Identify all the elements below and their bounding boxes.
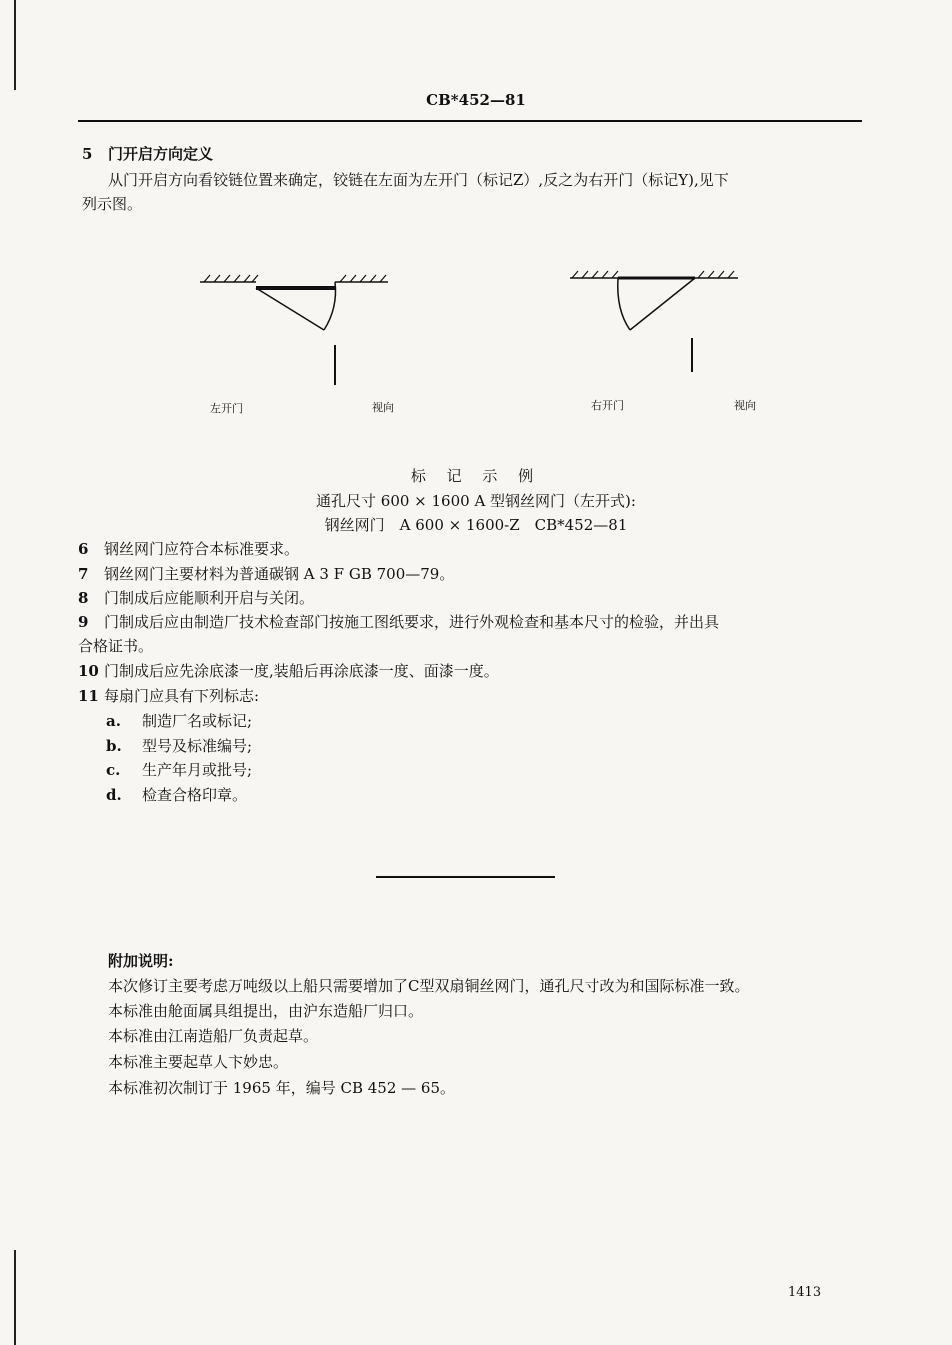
- list-item: [78, 685, 259, 707]
- notes-line: 本次修订主要考虑万吨级以上船只需要增加了C型双扇铜丝网门，通孔尺寸改为和国际标准一致。: [108, 977, 750, 995]
- end-of-text-rule: [376, 876, 555, 878]
- item-number: 6: [78, 540, 89, 558]
- item-number: 7: [78, 565, 89, 583]
- sub-item-letter: d.: [106, 786, 122, 804]
- notes-line: 本标准主要起草人卞妙忠。: [108, 1053, 289, 1071]
- item-number: 9: [78, 613, 89, 631]
- item-text: 每扇门应具有下列标志:: [104, 687, 260, 705]
- section-number: 5: [82, 145, 93, 163]
- scan-edge-mark: [14, 0, 16, 90]
- right-view-direction-label: 视向: [734, 399, 756, 412]
- section-5-paragraph-line-1: 从门开启方向看铰链位置来确定，铰链在左面为左开门（标记Z）,反之为右开门（标记Y),见下: [108, 171, 729, 189]
- notes-title: 附加说明:: [108, 952, 174, 970]
- list-item: [78, 563, 454, 585]
- list-item-continuation: 合格证书。: [78, 637, 154, 655]
- notes-line: 本标准由江南造船厂负责起草。: [108, 1027, 319, 1045]
- page-number: 1413: [788, 1285, 822, 1300]
- notes-line: 本标准初次制订于 1965 年，编号 CB 452 — 65。: [108, 1079, 456, 1097]
- item-text: 钢丝网门应符合本标准要求。: [104, 540, 300, 558]
- door-direction-diagram: [190, 260, 750, 420]
- item-text: 门制成后应能顺利开启与关闭。: [104, 589, 315, 607]
- sub-list-item: [106, 735, 252, 757]
- sub-item-letter: a.: [106, 712, 121, 730]
- document-code-header: CB*452—81: [426, 91, 526, 109]
- marking-example-title: 标 记 示 例: [410, 467, 542, 485]
- scan-edge-mark: [14, 1250, 16, 1345]
- header-rule: [78, 120, 862, 122]
- left-door-drawing: [200, 275, 388, 385]
- sub-item-letter: c.: [106, 761, 121, 779]
- item-number: 10: [78, 662, 99, 680]
- list-item: [78, 660, 499, 682]
- sub-list-item: [106, 710, 252, 732]
- list-item: [78, 587, 314, 609]
- left-door-label: 左开门: [210, 402, 243, 415]
- item-number: 11: [78, 687, 99, 705]
- item-text: 门制成后应先涂底漆一度,装船后再涂底漆一度、面漆一度。: [104, 662, 499, 680]
- section-5-heading: [82, 143, 213, 165]
- list-item: [78, 611, 719, 633]
- section-5-paragraph-line-2: 列示图。: [82, 195, 143, 213]
- marking-example-line-1: 通孔尺寸 600 × 1600 A 型钢丝网门（左开式):: [316, 492, 636, 510]
- right-door-label: 右开门: [591, 399, 624, 412]
- right-door-drawing: [570, 271, 738, 372]
- sub-item-text: 生产年月或批号;: [142, 761, 253, 779]
- sub-list-item: [106, 784, 247, 806]
- sub-item-text: 检查合格印章。: [142, 786, 248, 804]
- sub-item-text: 型号及标准编号;: [142, 737, 253, 755]
- item-text: 钢丝网门主要材料为普通碳钢 A 3 F GB 700—79。: [104, 565, 455, 583]
- sub-item-text: 制造厂名或标记;: [142, 712, 253, 730]
- sub-list-item: [106, 759, 252, 781]
- item-number: 8: [78, 589, 89, 607]
- item-text: 门制成后应由制造厂技术检查部门按施工图纸要求，进行外观检查和基本尺寸的检验，并出具: [104, 613, 720, 631]
- list-item: [78, 538, 299, 560]
- sub-item-letter: b.: [106, 737, 122, 755]
- notes-line: 本标准由舱面属具组提出，由沪东造船厂归口。: [108, 1002, 424, 1020]
- left-view-direction-label: 视向: [372, 401, 394, 414]
- marking-example-line-2: 钢丝网门 A 600 × 1600-Z CB*452—81: [324, 516, 628, 534]
- section-title: 门开启方向定义: [108, 145, 214, 163]
